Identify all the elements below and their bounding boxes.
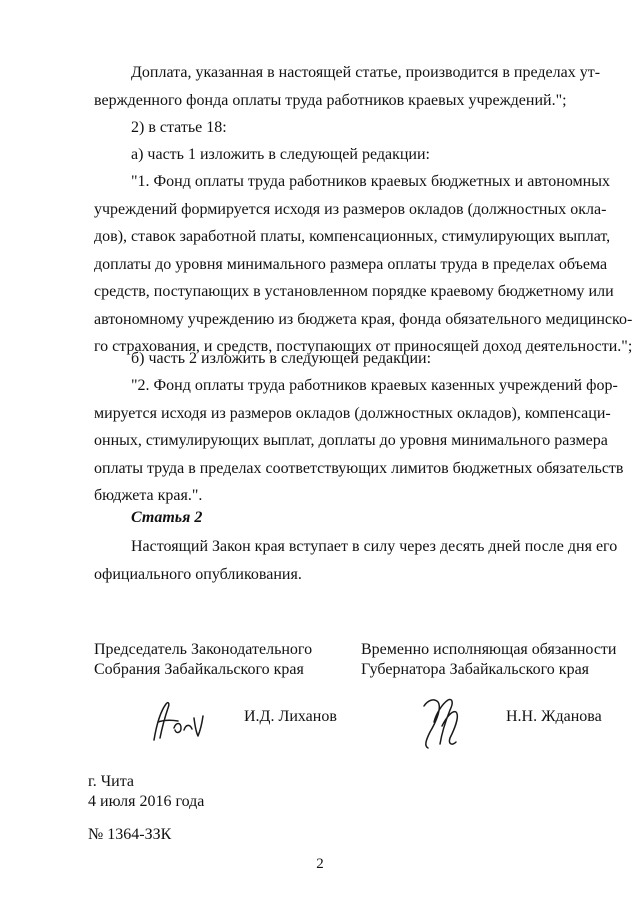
page-number: 2: [316, 856, 324, 872]
paragraph-article-18: [94, 114, 597, 142]
title-line: Временно исполняющая обязанности: [361, 641, 617, 658]
title-line: Губернатора Забайкальского края: [361, 661, 590, 678]
paragraph-part-2-text: [94, 372, 624, 510]
text-line: 2) в статье 18:: [131, 119, 227, 136]
text-line: оплаты труда в пределах соответствующих лимитов бюджетных обязательств: [94, 459, 624, 477]
text-line: вержденного фонда оплаты труда работников краевых учреждений.";: [94, 91, 567, 109]
text-line: дов), ставок заработной платы, компенсационных, стимулирующих выплат,: [94, 228, 611, 245]
paragraph-part-2-intro: [94, 345, 597, 373]
text-line: бюджета края.".: [94, 487, 203, 504]
article-heading: Статья 2: [131, 509, 203, 526]
title-line: Председатель Законодательного: [94, 641, 313, 658]
text-line: средств, поступающих в установленном порядке краевому бюджетному или: [94, 283, 614, 300]
date: 4 июля 2016 года: [88, 793, 205, 810]
text-line: официального опубликования.: [94, 565, 302, 583]
text-line: Настоящий Закон края вступает в силу через десять дней после дня его: [131, 538, 618, 555]
text-line: го страхования, и средств, поступающих от приносящей доход деятельности.";: [94, 338, 633, 355]
left-handwritten-signature: [148, 698, 206, 744]
city: г. Чита: [88, 773, 135, 790]
paragraph-payment-note: [94, 59, 601, 114]
text-line: мируется исходя из размеров окладов (должностных окладов), компенсаци-: [94, 404, 611, 422]
right-signatory-name: Н.Н. Жданова: [506, 708, 602, 725]
document-number: [88, 825, 171, 845]
text-line: доплаты до уровня минимального размера оплаты труда в пределах объема: [94, 255, 608, 273]
left-signatory-name: И.Д. Лиханов: [244, 708, 337, 725]
text-line: онных, стимулирующих выплат, доплаты до уровня минимального размера: [94, 432, 608, 449]
text-line: а) часть 1 изложить в следующей редакции:: [131, 146, 430, 163]
text-line: автономному учреждению из бюджета края, фонда обязательного медицинско-: [94, 310, 633, 328]
title-line: Собрания Забайкальского края: [94, 661, 304, 678]
text-line: "1. Фонд оплаты труда работников краевых бюджетных и автономных: [131, 173, 610, 190]
text-line: "2. Фонд оплаты труда работников краевых казенных учреждений фор-: [131, 377, 618, 394]
paragraph-effective-date: [94, 533, 618, 588]
text-line: учреждений формируется исходя из размеров окладов (должностных окла-: [94, 200, 607, 218]
right-handwritten-signature: [416, 692, 466, 752]
left-signatory-title: [94, 640, 312, 680]
paragraph-part-1-intro: [94, 141, 597, 169]
text-line: Доплата, указанная в настоящей статье, производится в пределах ут-: [131, 64, 601, 81]
text-line: б) часть 2 изложить в следующей редакции:: [131, 350, 432, 367]
right-signatory-title: [361, 640, 616, 680]
law-number: № 1364-ЗЗК: [88, 826, 172, 843]
place-and-date: [88, 772, 204, 812]
paragraph-part-1-text: [94, 168, 633, 361]
